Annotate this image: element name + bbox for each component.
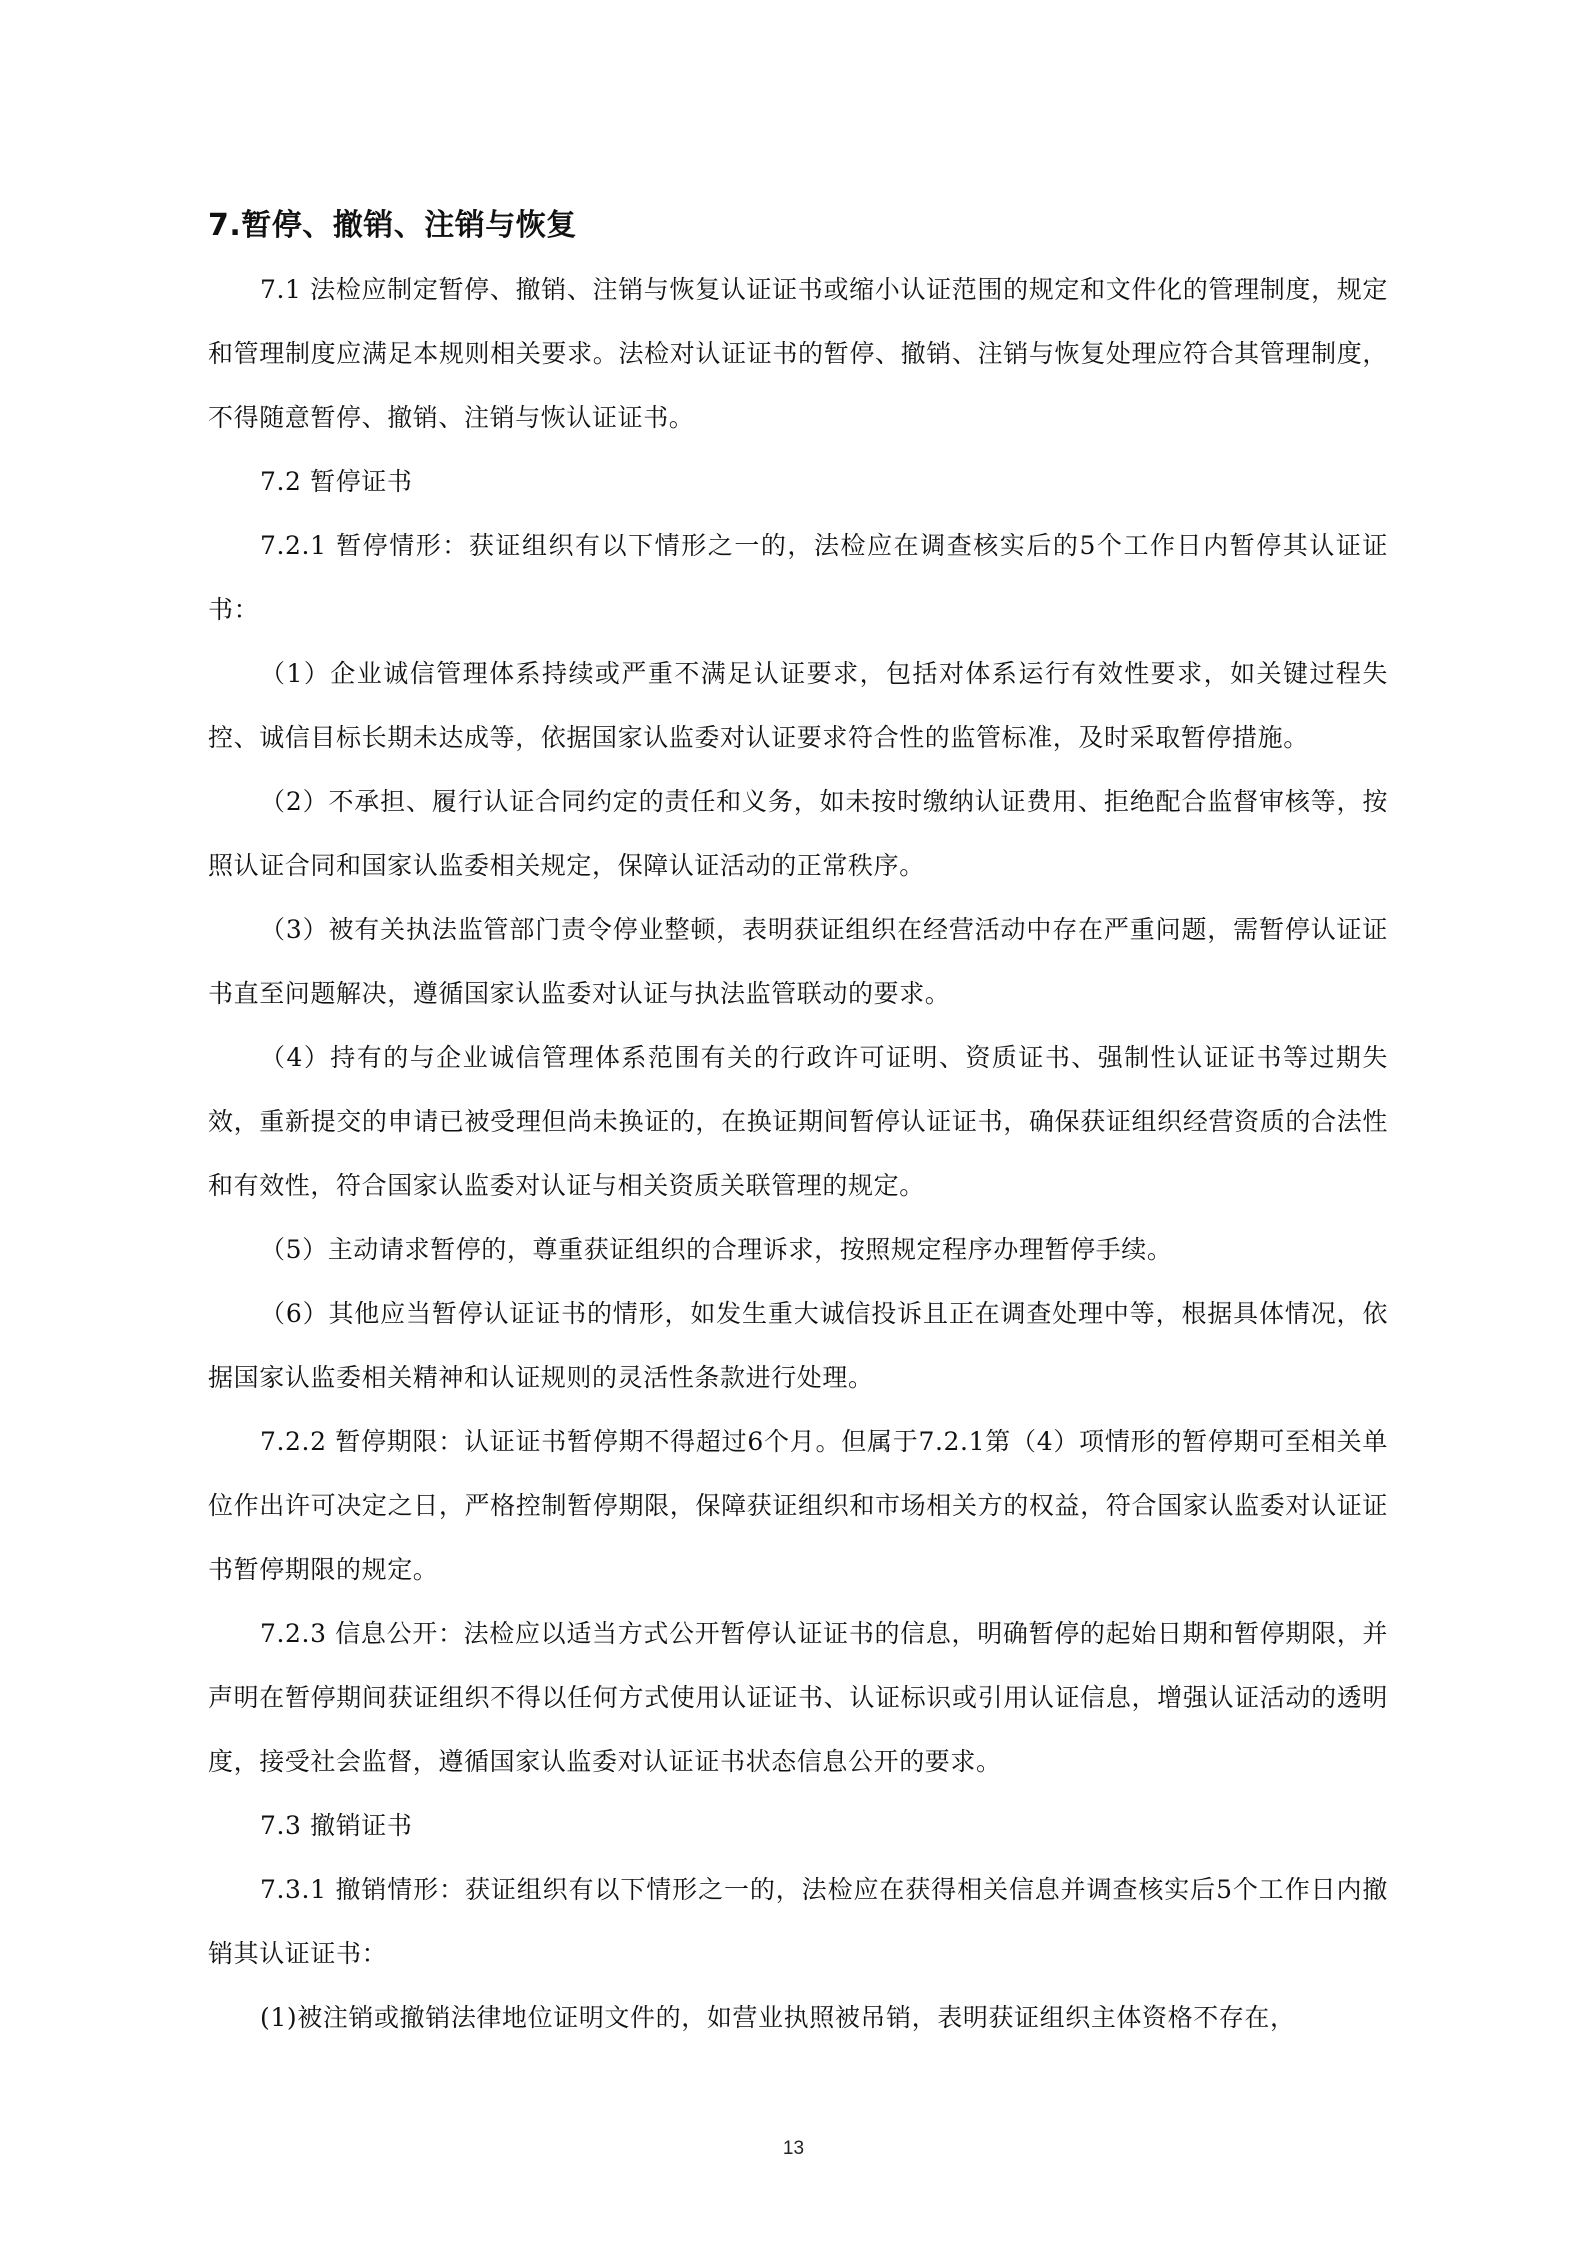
list-item-3: （3）被有关执法监管部门责令停业整顿，表明获证组织在经营活动中存在严重问题，需暂停认证证书直至问题解决，遵循国家认监委对认证与执法监管联动的要求。 xyxy=(208,915,1388,1008)
page-content xyxy=(208,200,1388,2050)
paragraph-7-3-1: 7.3.1 撤销情形：获证组织有以下情形之一的，法检应在获得相关信息并调查核实后5个工作日内撤销其认证证书： xyxy=(208,1875,1388,1968)
paragraph-7-2-2: 7.2.2 暂停期限：认证证书暂停期不得超过6个月。但属于7.2.1第（4）项情形的暂停期可至相关单位作出许可决定之日，严格控制暂停期限，保障获证组织和市场相关方的权益，符合国家认监委对认证证书暂停期限的规定。 xyxy=(208,1427,1388,1584)
paragraph-7-1: 7.1 法检应制定暂停、撤销、注销与恢复认证证书或缩小认证范围的规定和文件化的管理制度，规定和管理制度应满足本规则相关要求。法检对认证证书的暂停、撤销、注销与恢复处理应符合其管理制度，不得随意暂停、撤销、注销与恢认证证书。 xyxy=(208,275,1388,432)
heading-7-2: 7.2 暂停证书 xyxy=(260,467,413,496)
list-item-6: （6）其他应当暂停认证证书的情形，如发生重大诚信投诉且正在调查处理中等，根据具体情况，依据国家认监委相关精神和认证规则的灵活性条款进行处理。 xyxy=(208,1299,1388,1392)
paragraph-7-2-3: 7.2.3 信息公开：法检应以适当方式公开暂停认证证书的信息，明确暂停的起始日期和暂停期限，并声明在暂停期间获证组织不得以任何方式使用认证证书、认证标识或引用认证信息，增强认证活动的透明度，接受社会监督，遵循国家认监委对认证证书状态信息公开的要求。 xyxy=(208,1619,1388,1776)
heading-7-3: 7.3 撤销证书 xyxy=(260,1811,413,1840)
list-item-1: （1）企业诚信管理体系持续或严重不满足认证要求，包括对体系运行有效性要求，如关键过程失控、诚信目标长期未达成等，依据国家认监委对认证要求符合性的监管标准，及时采取暂停措施。 xyxy=(208,659,1388,752)
paragraph-7-2-1: 7.2.1 暂停情形：获证组织有以下情形之一的，法检应在调查核实后的5个工作日内暂停其认证证书： xyxy=(208,531,1388,624)
list-item-2: （2）不承担、履行认证合同约定的责任和义务，如未按时缴纳认证费用、拒绝配合监督审核等，按照认证合同和国家认监委相关规定，保障认证活动的正常秩序。 xyxy=(208,787,1388,880)
list-item-5: （5）主动请求暂停的，尊重获证组织的合理诉求，按照规定程序办理暂停手续。 xyxy=(260,1235,1173,1264)
page-number: 13 xyxy=(782,2138,805,2159)
section-title: 7.暂停、撤销、注销与恢复 xyxy=(208,208,577,243)
list-item-4: （4）持有的与企业诚信管理体系范围有关的行政许可证明、资质证书、强制性认证证书等过期失效，重新提交的申请已被受理但尚未换证的，在换证期间暂停认证证书，确保获证组织经营资质的合法性和有效性，符合国家认监委对认证与相关资质关联管理的规定。 xyxy=(208,1043,1388,1200)
list-item-revoke-1: (1)被注销或撤销法律地位证明文件的，如营业执照被吊销，表明获证组织主体资格不存在， xyxy=(260,2003,1296,2032)
